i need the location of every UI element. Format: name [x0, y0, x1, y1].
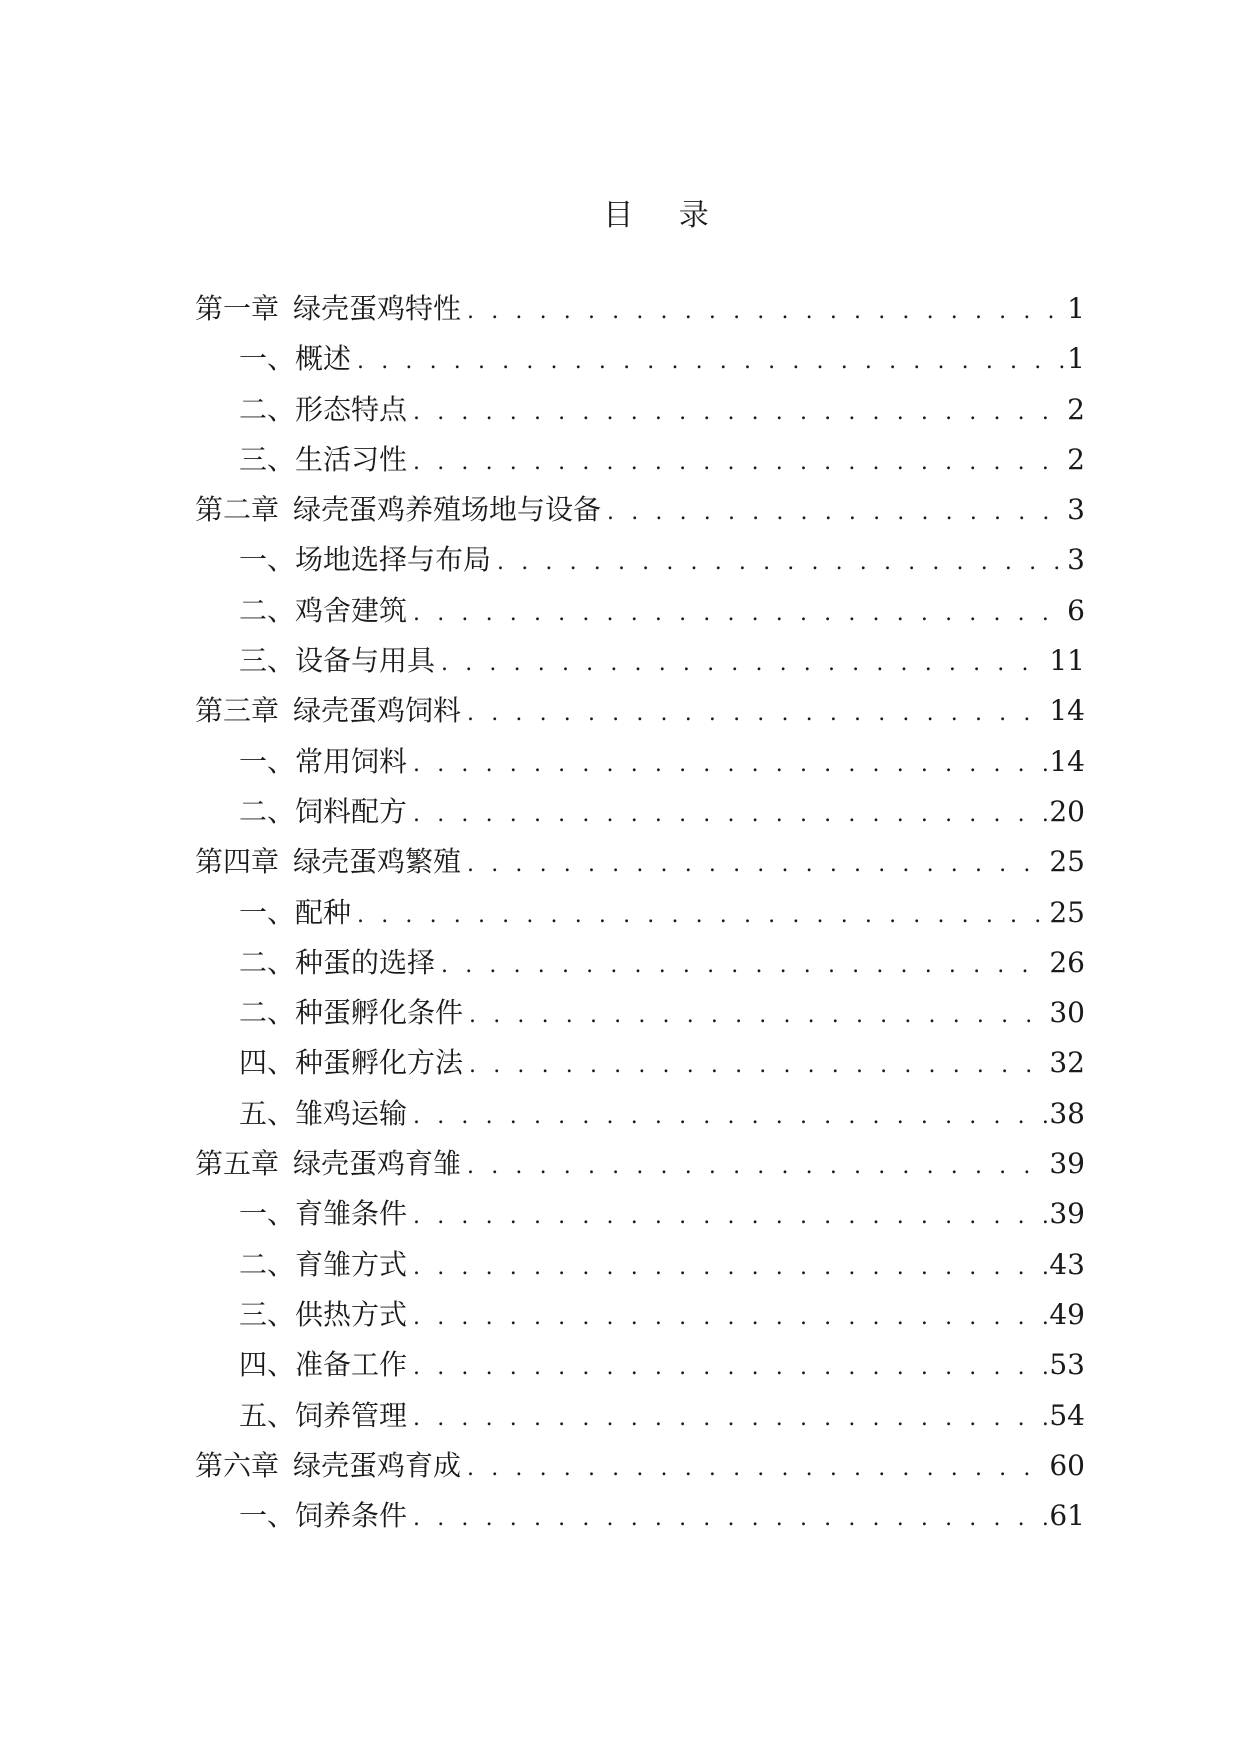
- toc-section-entry[interactable]: [195, 938, 1085, 988]
- toc-dot-leader: [413, 1092, 1047, 1142]
- toc-page-number: 32: [1049, 1046, 1085, 1080]
- toc-page-number: 2: [1067, 442, 1085, 476]
- toc-dot-leader: [413, 790, 1047, 840]
- toc-dot-leader: [467, 287, 1065, 337]
- toc-page-number: 38: [1049, 1096, 1085, 1130]
- toc-page-number: 2: [1067, 392, 1085, 426]
- toc-section-entry[interactable]: [195, 1290, 1085, 1340]
- toc-section-entry[interactable]: [195, 535, 1085, 585]
- toc-entry-text: 三、设备与用具: [239, 644, 436, 678]
- toc-list: [195, 284, 1085, 1541]
- toc-entry-text: 四、准备工作: [239, 1348, 408, 1382]
- toc-dot-leader: [467, 1142, 1047, 1192]
- toc-section-entry[interactable]: [195, 787, 1085, 837]
- toc-page-number: 11: [1049, 644, 1085, 678]
- toc-section-entry[interactable]: [195, 1491, 1085, 1541]
- toc-dot-leader: [413, 1293, 1047, 1343]
- toc-chapter-entry[interactable]: [195, 1139, 1085, 1189]
- toc-entry-text: 绿壳蛋鸡育雏: [293, 1147, 462, 1181]
- toc-dot-leader: [441, 639, 1047, 689]
- toc-entry-text: 绿壳蛋鸡繁殖: [293, 845, 462, 879]
- toc-section-entry[interactable]: [195, 1391, 1085, 1441]
- toc-dot-leader: [467, 689, 1047, 739]
- toc-dot-leader: [441, 941, 1047, 991]
- toc-page-number: 39: [1049, 1147, 1085, 1181]
- toc-section-entry[interactable]: [195, 1340, 1085, 1390]
- toc-section-entry[interactable]: [195, 435, 1085, 485]
- toc-dot-leader: [413, 740, 1047, 790]
- toc-section-entry[interactable]: [195, 888, 1085, 938]
- toc-chapter-number: 第五章: [195, 1147, 280, 1181]
- toc-entry-text: 一、场地选择与布局: [239, 543, 492, 577]
- toc-page-number: 3: [1067, 543, 1085, 577]
- toc-dot-leader: [469, 991, 1047, 1041]
- toc-dot-leader: [413, 1192, 1047, 1242]
- toc-section-entry[interactable]: [195, 988, 1085, 1038]
- toc-section-entry[interactable]: [195, 334, 1085, 384]
- toc-entry-text: 一、概述: [239, 342, 352, 376]
- toc-page-number: 54: [1049, 1398, 1085, 1432]
- toc-dot-leader: [413, 589, 1065, 639]
- toc-entry-text: 五、饲养管理: [239, 1398, 408, 1432]
- toc-page-number: 20: [1049, 794, 1085, 828]
- toc-dot-leader: [497, 538, 1065, 588]
- toc-dot-leader: [467, 840, 1047, 890]
- toc-chapter-number: 第一章: [195, 292, 280, 325]
- toc-entry-text: 二、饲料配方: [239, 794, 408, 828]
- toc-section-entry[interactable]: [195, 1089, 1085, 1139]
- toc-section-entry[interactable]: [195, 636, 1085, 686]
- toc-entry-text: 五、雏鸡运输: [239, 1096, 408, 1130]
- toc-page-number: 3: [1067, 493, 1085, 527]
- toc-page-number: 53: [1049, 1348, 1085, 1382]
- toc-entry-text: 绿壳蛋鸡饲料: [293, 694, 462, 728]
- toc-entry-text: 绿壳蛋鸡特性: [293, 292, 462, 325]
- toc-dot-leader: [413, 438, 1065, 488]
- toc-entry-text: 一、常用饲料: [239, 744, 408, 778]
- toc-entry-text: 二、形态特点: [239, 392, 408, 426]
- toc-entry-text: 一、配种: [239, 895, 352, 929]
- toc-chapter-entry[interactable]: [195, 686, 1085, 736]
- toc-dot-leader: [413, 388, 1065, 438]
- toc-page-number: 1: [1067, 292, 1085, 325]
- toc-dot-leader: [467, 1444, 1047, 1494]
- toc-chapter-number: 第三章: [195, 694, 280, 728]
- toc-dot-leader: [357, 337, 1065, 387]
- toc-page-number: 14: [1049, 744, 1085, 778]
- toc-entry-text: 三、生活习性: [239, 442, 408, 476]
- toc-chapter-entry[interactable]: [195, 837, 1085, 887]
- toc-page-number: 6: [1067, 593, 1085, 627]
- toc-entry-text: 二、育雏方式: [239, 1247, 408, 1281]
- toc-dot-leader: [413, 1243, 1047, 1293]
- toc-dot-leader: [413, 1394, 1047, 1444]
- toc-page-number: 43: [1049, 1247, 1085, 1281]
- toc-chapter-entry[interactable]: [195, 284, 1085, 334]
- toc-page-number: 14: [1049, 694, 1085, 728]
- toc-dot-leader: [607, 488, 1065, 538]
- toc-entry-text: 一、育雏条件: [239, 1197, 408, 1231]
- toc-page-number: 60: [1049, 1448, 1085, 1482]
- toc-page-number: 25: [1049, 895, 1085, 929]
- toc-page-number: 61: [1049, 1499, 1085, 1533]
- toc-chapter-entry[interactable]: [195, 485, 1085, 535]
- toc-page-number: 49: [1049, 1297, 1085, 1331]
- toc-section-entry[interactable]: [195, 586, 1085, 636]
- toc-entry-text: 二、鸡舍建筑: [239, 593, 408, 627]
- toc-page-number: 1: [1067, 342, 1085, 376]
- toc-entry-text: 二、种蛋的选择: [239, 945, 436, 979]
- toc-dot-leader: [357, 891, 1047, 941]
- toc-section-entry[interactable]: [195, 1240, 1085, 1290]
- toc-entry-text: 三、供热方式: [239, 1297, 408, 1331]
- toc-dot-leader: [469, 1041, 1047, 1091]
- toc-page-number: 30: [1049, 996, 1085, 1030]
- toc-chapter-entry[interactable]: [195, 1441, 1085, 1491]
- toc-entry-text: 绿壳蛋鸡育成: [293, 1448, 462, 1482]
- toc-dot-leader: [413, 1494, 1047, 1544]
- toc-entry-text: 四、种蛋孵化方法: [239, 1046, 464, 1080]
- toc-page-number: 25: [1049, 845, 1085, 879]
- toc-entry-text: 一、饲养条件: [239, 1499, 408, 1533]
- toc-section-entry[interactable]: [195, 737, 1085, 787]
- toc-section-entry[interactable]: [195, 1189, 1085, 1239]
- toc-dot-leader: [413, 1343, 1047, 1393]
- toc-title: 目 录: [603, 198, 727, 233]
- toc-chapter-number: 第六章: [195, 1448, 280, 1482]
- toc-section-entry[interactable]: [195, 385, 1085, 435]
- toc-entry-text: 二、种蛋孵化条件: [239, 996, 464, 1030]
- toc-section-entry[interactable]: [195, 1038, 1085, 1088]
- toc-chapter-number: 第二章: [195, 493, 280, 527]
- toc-page-number: 26: [1049, 945, 1085, 979]
- toc-entry-text: 绿壳蛋鸡养殖场地与设备: [293, 493, 602, 527]
- toc-chapter-number: 第四章: [195, 845, 280, 879]
- toc-page-number: 39: [1049, 1197, 1085, 1231]
